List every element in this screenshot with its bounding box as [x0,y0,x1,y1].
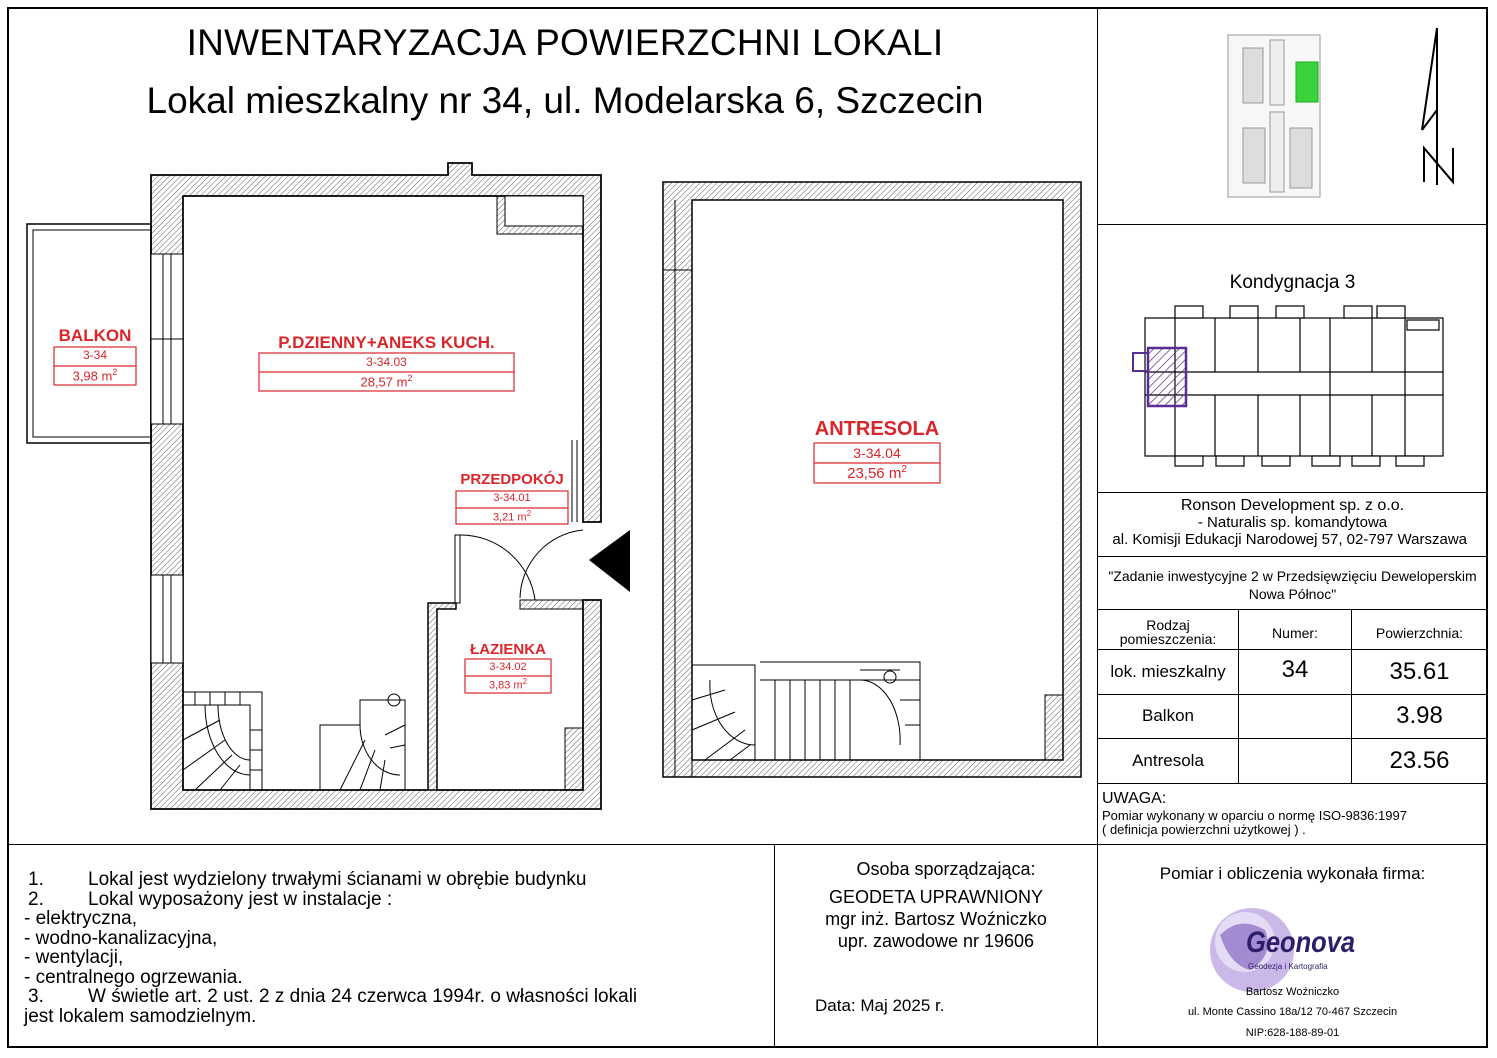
room-name-lazienka: ŁAZIENKA [470,641,546,658]
note-item: - centralnego ogrzewania. [24,966,243,988]
note-item: - wodno-kanalizacyjna, [24,927,218,949]
room-area-dzienny: 28,57 $m^2$ [360,373,413,390]
company-logo-sub: Geodezja i Kartografia [1248,962,1328,971]
room-area-przedpokoj: 3,21 $m^2$ [492,509,532,524]
table-row-area: 35.61 [1389,658,1450,685]
note-number: 1. [28,869,44,890]
floor-key-plan [1133,306,1443,466]
note-text: Lokal jest wydzielony trwałymi ścianami w obrębie budynku [88,869,587,890]
room-name-przedpokoj: PRZEDPOKÓJ [460,471,564,488]
author-name: mgr inż. Bartosz Woźniczko [825,909,1047,929]
room-id-dzienny: 3-34.03 [366,355,407,369]
page-title: INWENTARYZACJA POWIERZCHNI LOKALI [186,22,944,63]
developer-partner: - Naturalis sp. komandytowa [1197,514,1388,531]
room-id-lazienka: 3-34.02 [489,661,527,673]
company-label: Pomiar i obliczenia wykonała firma: [1159,864,1426,883]
author-role: GEODETA UPRAWNIONY [828,887,1044,907]
developer-block [1100,497,1485,548]
author-label: Osoba sporządzająca: [856,859,1036,879]
room-id-przedpokoj: 3-34.01 [493,492,531,504]
room-area-antresola: 23,56 $m^2$ [847,464,907,482]
table-row-area: 23.56 [1389,747,1450,774]
developer-address: al. Komisji Edukacji Narodowej 57, 02-797 Warszawa [1112,531,1467,548]
table-row-number: 34 [1281,656,1309,683]
project-block [1100,567,1485,603]
company-nip: NIP:628-188-89-01 [1245,1027,1340,1039]
table-header-type [1098,618,1238,646]
notes-block [24,870,764,1026]
site-plan [1228,35,1320,197]
room-area-balkon: 3,98 $m^2$ [72,367,118,384]
room-id-antresola: 3-34.04 [853,445,901,461]
note-text: Lokal wyposażony jest w instalacje : [88,888,393,910]
note-item: - elektryczna, [24,908,137,929]
room-name-dzienny: P.DZIENNY+ANEKS KUCH. [278,333,495,352]
entrance-arrow [589,530,630,592]
table-row-type: Balkon [1142,706,1194,725]
table-row-area: 3.98 [1396,702,1443,729]
table-row-type: lok. mieszkalny [1110,662,1226,681]
floor-label: Kondygnacja 3 [1229,272,1356,293]
note-text: W świetle art. 2 ust. 2 z dnia 24 czerwca 1994r. o własności lokali [88,986,638,1007]
project-line1: "Zadanie inwestycyjne 2 w Przedsięwzięciu Deweloperskim [1108,568,1477,584]
author-license: upr. zawodowe nr 19606 [837,931,1035,951]
author-date: Data: Maj 2025 r. [815,996,945,1015]
room-name-antresola: ANTRESOLA [814,418,940,440]
table-row-type: Antresola [1132,751,1204,770]
note-item: - wentylacji, [24,947,124,968]
developer-name: Ronson Development sp. z o.o. [1180,497,1405,514]
company-address: ul. Monte Cassino 18a/12 70-467 Szczecin [1187,1006,1398,1018]
company-logo-text: Geonova [1246,926,1356,959]
uwaga-line2: ( definicja powierzchni użytkowej ) . [1102,822,1306,837]
page-subtitle: Lokal mieszkalny nr 34, ul. Modelarska 6, Szczecin [146,80,984,121]
north-arrow-icon [1422,28,1453,185]
uwaga-label: UWAGA: [1102,790,1167,807]
room-area-lazienka: 3,83 $m^2$ [488,677,528,692]
room-name-balkon: BALKON [58,326,132,345]
table-header-type-line1: Rodzaj [1146,617,1190,633]
table-header-number: Numer: [1272,625,1318,641]
uwaga-line1: Pomiar wykonany w oparciu o normę ISO-9836:1997 [1102,808,1407,823]
company-owner: Bartosz Woźniczko [1245,986,1340,998]
table-header-type-line2: pomieszczenia: [1119,631,1217,647]
table-header-area: Powierzchnia: [1375,625,1464,641]
room-id-balkon: 3-34 [82,348,108,362]
note-text: jest lokalem samodzielnym. [24,1005,257,1027]
note-number: 3. [28,986,44,1007]
project-line2: Nowa Północ" [1248,586,1337,602]
note-number: 2. [28,888,44,910]
